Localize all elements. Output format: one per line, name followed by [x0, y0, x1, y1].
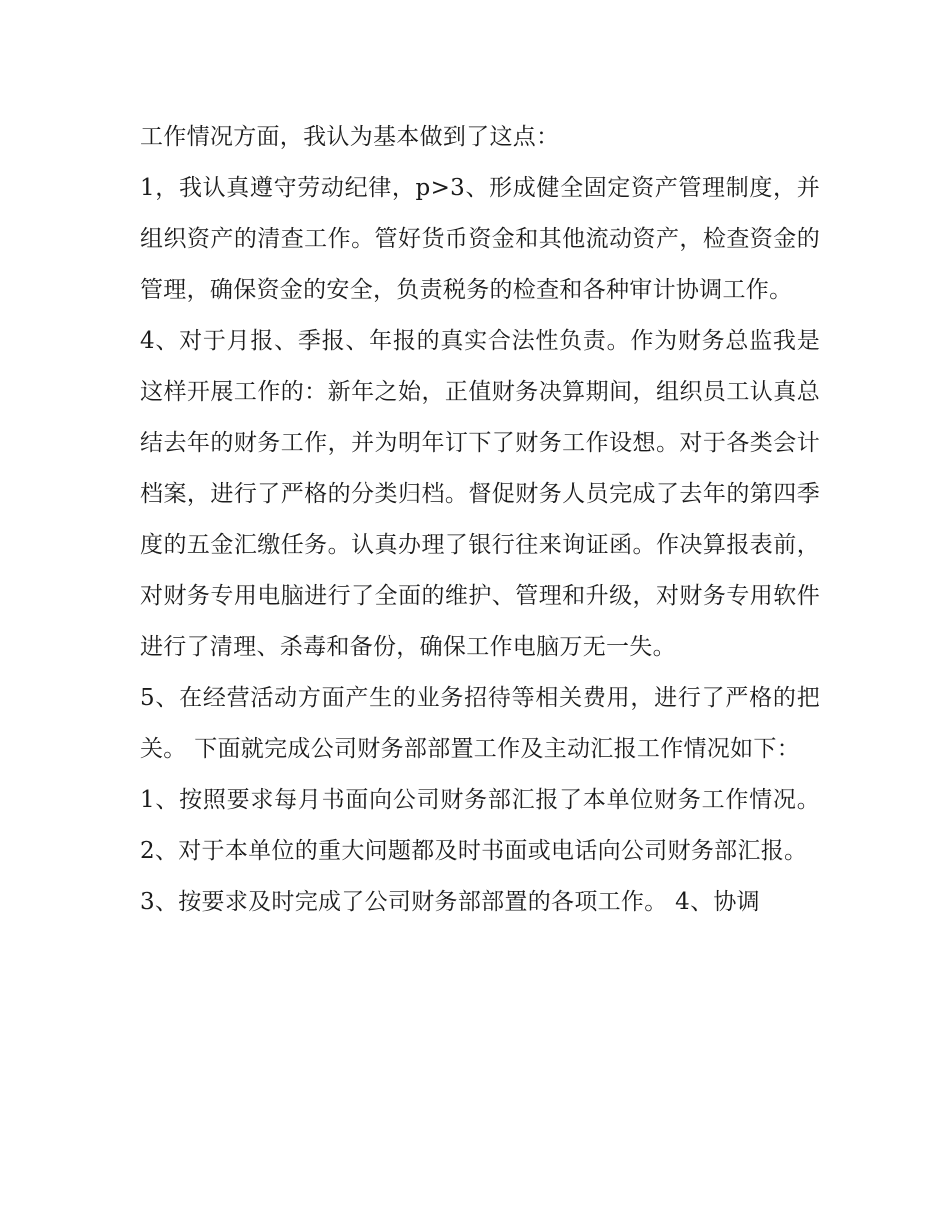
- paragraph-monthly-reporting: 1、按照要求每月书面向公司财务部汇报了本单位财务工作情况。 2、对于本单位的重大问题都及时书面或电话向公司财务部汇报。: [140, 787, 820, 864]
- document-body: [140, 112, 820, 928]
- paragraph-expense-control: 5、在经营活动方面产生的业务招待等相关费用，进行了严格的把关。 下面就完成公司财务部部置工作及主动汇报工作情况如下：: [140, 685, 820, 762]
- paragraph-tasks-completed: 3、按要求及时完成了公司财务部部置的各项工作。 4、协调: [140, 889, 760, 915]
- paragraph-reports-responsibility: 4、对于月报、季报、年报的真实合法性负责。作为财务总监我是这样开展工作的：新年之始，正值财务决算期间，组织员工认真总结去年的财务工作，并为明年订下了财务工作设想。对于各类会计档案，进行了严格的分类归档。督促财务人员完成了去年的第四季度的五金汇缴任务。认真办理了银行往来询证函。作决算报表前，对财务专用电脑进行了全面的维护、管理和升级，对财务专用软件进行了清理、杀毒和备份，确保工作电脑万无一失。: [140, 328, 820, 660]
- paragraph-work-overview: 工作情况方面，我认为基本做到了这点：: [140, 124, 560, 150]
- paragraph-labor-discipline: 1，我认真遵守劳动纪律，p>3、形成健全固定资产管理制度，并组织资产的清查工作。管好货币资金和其他流动资产，检查资金的管理，确保资金的安全，负责税务的检查和各种审计协调工作。: [140, 175, 820, 303]
